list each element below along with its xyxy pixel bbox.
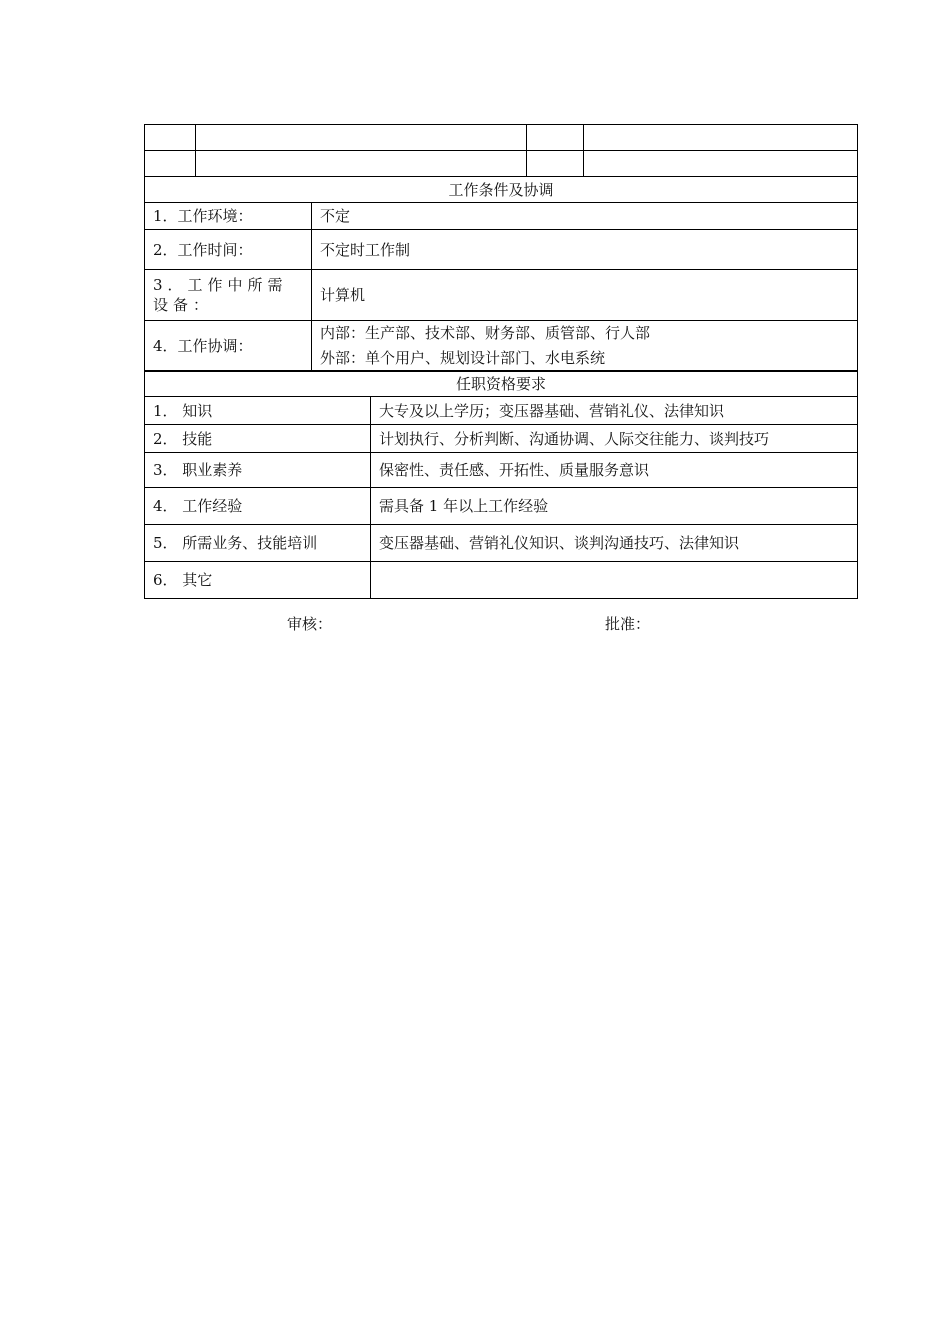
qualification-label: 5． 所需业务、技能培训	[145, 525, 371, 562]
qualifications-header: 任职资格要求	[145, 371, 858, 397]
qualification-value: 变压器基础、营销礼仪知识、谈判沟通技巧、法律知识	[371, 525, 858, 562]
blank-cell	[584, 125, 858, 151]
blank-cell	[196, 151, 527, 177]
condition-label: 3．工作中所需设备：	[145, 270, 312, 321]
qualification-value: 计划执行、分析判断、沟通协调、人际交往能力、谈判技巧	[371, 425, 858, 453]
qualification-label: 6． 其它	[145, 562, 371, 599]
qualification-row	[145, 562, 858, 599]
qualifications-table	[144, 370, 858, 599]
approve-signature-label: 批准：	[605, 615, 651, 633]
condition-row	[145, 230, 858, 270]
condition-value: 不定时工作制	[312, 230, 858, 270]
condition-row	[145, 203, 858, 230]
condition-label: 2．工作时间：	[145, 230, 312, 270]
qualification-value	[371, 562, 858, 599]
qualification-label: 3． 职业素养	[145, 453, 371, 488]
qualification-row	[145, 525, 858, 562]
qualification-value: 保密性、责任感、开拓性、质量服务意识	[371, 453, 858, 488]
condition-label: 1．工作环境：	[145, 203, 312, 230]
blank-cell	[196, 125, 527, 151]
coordination-external: 外部：单个用户、规划设计部门、水电系统	[320, 349, 606, 367]
blank-cell	[145, 125, 196, 151]
condition-value	[312, 321, 858, 372]
blank-cell	[527, 151, 584, 177]
condition-row	[145, 321, 858, 372]
condition-row	[145, 270, 858, 321]
qualification-row	[145, 397, 858, 425]
condition-value: 计算机	[312, 270, 858, 321]
header-blank-table	[144, 124, 858, 177]
qualification-row	[145, 425, 858, 453]
conditions-header: 工作条件及协调	[145, 177, 858, 203]
condition-label: 4．工作协调：	[145, 321, 312, 372]
qualification-label: 1． 知识	[145, 397, 371, 425]
qualification-value: 需具备 1 年以上工作经验	[371, 488, 858, 525]
qualification-row	[145, 488, 858, 525]
condition-value: 不定	[312, 203, 858, 230]
blank-cell	[527, 125, 584, 151]
blank-cell	[584, 151, 858, 177]
blank-row	[145, 151, 858, 177]
blank-row	[145, 125, 858, 151]
qualification-label: 2． 技能	[145, 425, 371, 453]
qualification-label: 4． 工作经验	[145, 488, 371, 525]
conditions-table	[144, 176, 858, 372]
blank-cell	[145, 151, 196, 177]
coordination-internal: 内部：生产部、技术部、财务部、质管部、行人部	[320, 324, 651, 342]
qualification-value: 大专及以上学历；变压器基础、营销礼仪、法律知识	[371, 397, 858, 425]
review-signature-label: 审核：	[287, 615, 333, 633]
qualification-row	[145, 453, 858, 488]
